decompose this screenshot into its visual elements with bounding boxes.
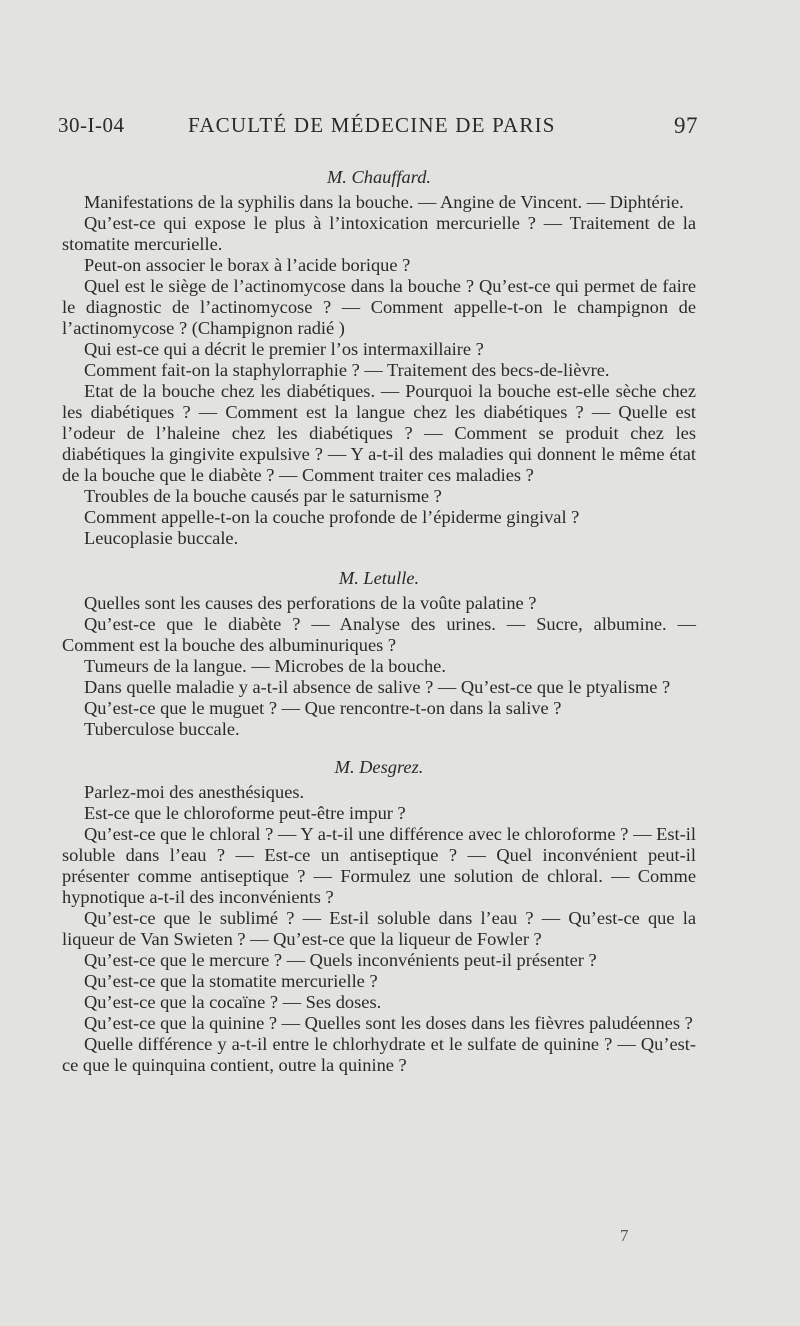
section-chauffard xyxy=(62,164,696,549)
section-heading: M. Desgrez. xyxy=(334,757,424,777)
signature-mark: 7 xyxy=(620,1226,629,1245)
question-paragraph: Leucoplasie buccale. xyxy=(84,528,239,548)
question-paragraph: Qu’est-ce que le muguet ? — Que rencontre-t-on dans la salive ? xyxy=(84,698,562,718)
question-paragraph: Tumeurs de la langue. — Microbes de la bouche. xyxy=(84,656,446,676)
question-paragraph: Qu’est-ce que le diabète ? — Analyse des urines. — Sucre, albumine. — Comment est la bouche des albuminuriques ? xyxy=(62,614,696,655)
question-paragraph: Quel est le siège de l’actinomycose dans la bouche ? Qu’est-ce qui permet de faire le diagnostic de l’actinomycose ? — Comment appelle-t-on le champignon de l’actinomycose ? (Champignon radié ) xyxy=(62,276,696,338)
running-header xyxy=(58,113,698,143)
question-paragraph: Qu’est-ce que le sublimé ? — Est-il soluble dans l’eau ? — Qu’est-ce que la liqueur de Van Swieten ? — Qu’est-ce que la liqueur de Fowler ? xyxy=(62,908,696,949)
section-letulle xyxy=(62,565,696,740)
question-paragraph: Peut-on associer le borax à l’acide borique ? xyxy=(84,255,411,275)
page-number: 97 xyxy=(674,113,698,138)
question-paragraph: Qu’est-ce que le chloral ? — Y a-t-il une différence avec le chloroforme ? — Est-il soluble dans l’eau ? — Est-ce un antiseptique ? — Quel inconvénient peut-il présenter comme antiseptique ? — Formulez une solution de chloral. — Comme hypnotique a-t-il des inconvénients ? xyxy=(62,824,696,907)
question-paragraph: Quelle différence y a-t-il entre le chlorhydrate et le sulfate de quinine ? — Qu’est-ce que le quinquina contient, outre la quinine ? xyxy=(62,1034,696,1075)
question-paragraph: Qui est-ce qui a décrit le premier l’os intermaxillaire ? xyxy=(84,339,484,359)
question-paragraph: Troubles de la bouche causés par le saturnisme ? xyxy=(84,486,442,506)
header-title: FACULTÉ DE MÉDECINE DE PARIS xyxy=(188,113,556,137)
section-heading: M. Chauffard. xyxy=(326,167,432,187)
question-paragraph: Quelles sont les causes des perforations de la voûte palatine ? xyxy=(84,593,537,613)
question-paragraph: Dans quelle maladie y a-t-il absence de salive ? — Qu’est-ce que le ptyalisme ? xyxy=(84,677,671,697)
header-date: 30-I-04 xyxy=(58,113,125,137)
question-paragraph: Qu’est-ce que la quinine ? — Quelles sont les doses dans les fièvres paludéennes ? xyxy=(84,1013,693,1033)
question-paragraph: Comment fait-on la staphylorraphie ? — Traitement des becs-de-lièvre. xyxy=(84,360,610,380)
question-paragraph: Est-ce que le chloroforme peut-être impur ? xyxy=(84,803,406,823)
question-paragraph: Qu’est-ce que le mercure ? — Quels inconvénients peut-il présenter ? xyxy=(84,950,597,970)
question-paragraph: Etat de la bouche chez les diabétiques. — Pourquoi la bouche est-elle sèche chez les diabétiques ? — Comment est la langue chez les diabétiques ? — Quelle est l’odeur de l’haleine chez les diabétiques ? — Comment se produit chez les diabétiques la gingivite expulsive ? — Y a-t-il des maladies qui donnent le même état de la bouche que le diabète ? — Comment traiter ces maladies ? xyxy=(62,381,696,485)
question-paragraph: Qu’est-ce que la stomatite mercurielle ? xyxy=(84,971,378,991)
question-paragraph: Qu’est-ce qui expose le plus à l’intoxication mercurielle ? — Traitement de la stomatite mercurielle. xyxy=(62,213,696,254)
question-paragraph: Parlez-moi des anesthésiques. xyxy=(84,782,305,802)
section-heading: M. Letulle. xyxy=(338,568,420,588)
question-paragraph: Manifestations de la syphilis dans la bouche. — Angine de Vincent. — Diphtérie. xyxy=(84,192,684,212)
section-desgrez xyxy=(62,754,696,1076)
question-paragraph: Qu’est-ce que la cocaïne ? — Ses doses. xyxy=(84,992,382,1012)
document-body xyxy=(62,164,696,1076)
question-paragraph: Comment appelle-t-on la couche profonde de l’épiderme gingival ? xyxy=(84,507,580,527)
question-paragraph: Tuberculose buccale. xyxy=(84,719,240,739)
